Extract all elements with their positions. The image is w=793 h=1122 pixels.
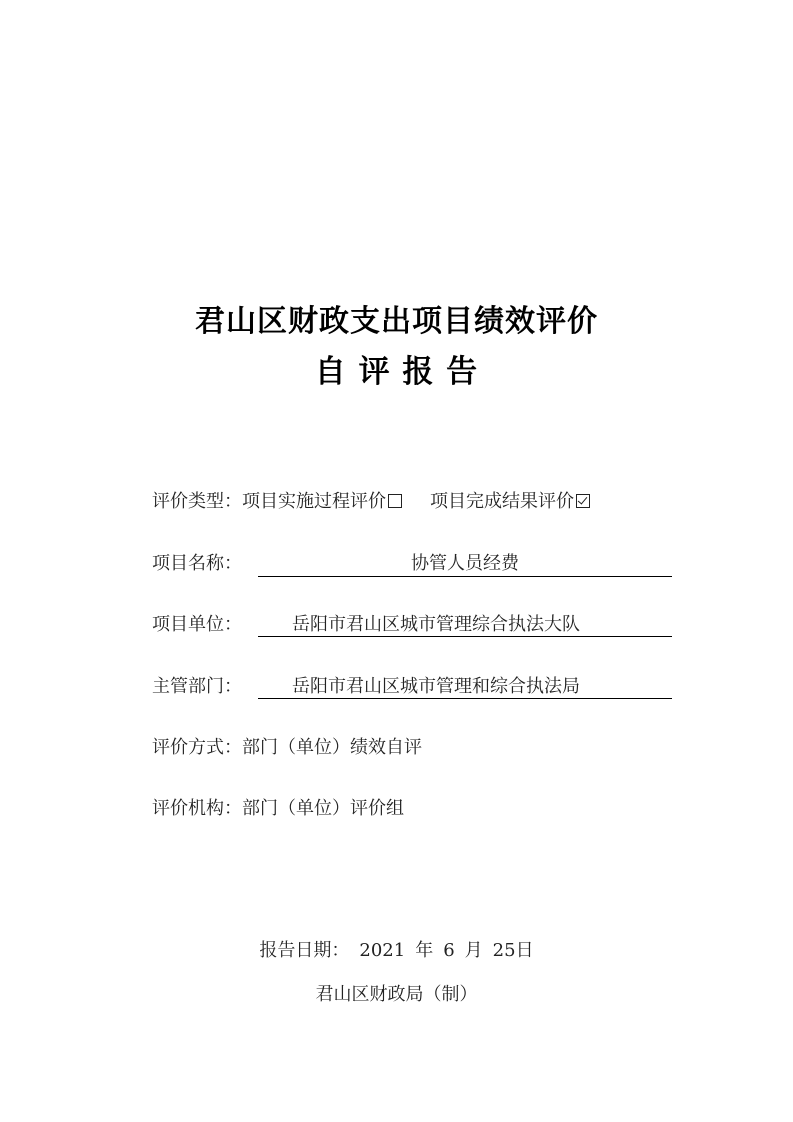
eval-org-value: 部门（单位）评价组 [242,798,404,819]
supervisor-value: 岳阳市君山区城市管理和综合执法局 [292,676,580,697]
report-title-line2: 自 评 报 告 [314,354,479,390]
project-name-value: 协管人员经费 [411,553,519,574]
eval-type-process-checkbox[interactable] [388,494,402,508]
supervisor-row [152,675,242,699]
eval-type-label: 评价类型： [152,491,242,512]
issuer: 君山区财政局（制） [315,984,478,1005]
report-date [0,939,793,963]
report-date-year-unit: 年 [415,940,434,961]
project-name-label: 项目名称： [152,553,242,574]
report-date-year: 2021 [359,940,406,961]
report-date-label: 报告日期： [259,940,350,961]
eval-method-value: 部门（单位）绩效自评 [242,737,422,758]
eval-type-row [152,490,590,514]
eval-method-row [152,736,422,760]
eval-type-option-result-label: 项目完成结果评价 [430,491,574,512]
report-date-month-unit: 月 [464,940,483,961]
report-title-line1: 君山区财政支出项目绩效评价 [195,304,598,339]
project-name-field [258,552,672,577]
eval-type-option-process-label: 项目实施过程评价 [242,491,386,512]
supervisor-label: 主管部门： [152,676,242,697]
eval-org-row [152,797,404,821]
project-unit-label: 项目单位： [152,614,242,635]
report-date-day: 25 [492,940,516,961]
eval-type-result-checkbox[interactable] [576,494,590,508]
supervisor-field [258,675,672,699]
project-name-row [152,552,242,576]
project-unit-field [258,613,672,637]
project-unit-value: 岳阳市君山区城市管理综合执法大队 [292,614,580,635]
eval-method-label: 评价方式： [152,737,242,758]
report-date-month: 6 [443,940,455,961]
project-unit-row [152,613,242,637]
eval-org-label: 评价机构： [152,798,242,819]
report-date-day-unit: 日 [515,940,534,961]
